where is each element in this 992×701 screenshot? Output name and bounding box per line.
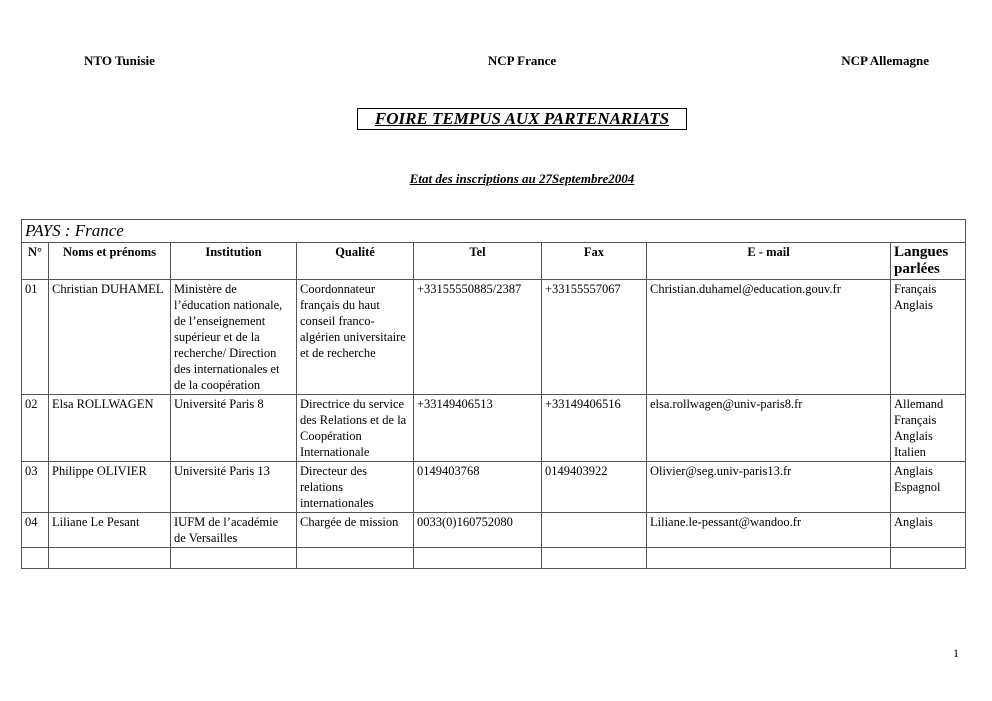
cell-name: Philippe OLIVIER: [49, 462, 171, 513]
cell-num: 01: [22, 280, 49, 395]
cell-email: Christian.duhamel@education.gouv.fr: [647, 280, 891, 395]
langue-item: Français: [894, 282, 937, 296]
cell-email: Olivier@seg.univ-paris13.fr: [647, 462, 891, 513]
col-header-fax: Fax: [542, 243, 647, 280]
cell-qualite: Directrice du service des Relations et de la Coopération Internationale: [297, 395, 414, 462]
cell-langues: [891, 280, 966, 395]
cell-institution: Université Paris 8: [171, 395, 297, 462]
langue-item: Anglais: [894, 298, 933, 312]
table-row: [22, 462, 966, 513]
table-row-empty: [22, 548, 966, 569]
langue-item: Anglais: [894, 464, 933, 478]
page-number: 1: [953, 646, 959, 660]
table-row: [22, 280, 966, 395]
cell-tel: +33149406513: [414, 395, 542, 462]
cell-qualite: Directeur des relations internationales: [297, 462, 414, 513]
cell-langues: [891, 395, 966, 462]
col-header-tel: Tel: [414, 243, 542, 280]
langue-item: Français: [894, 413, 937, 427]
registration-table: [21, 219, 966, 569]
cell-fax: [542, 513, 647, 548]
cell-num: 02: [22, 395, 49, 462]
cell-langues: [891, 462, 966, 513]
langue-item: Anglais: [894, 429, 933, 443]
header-right: NCP Allemagne: [841, 53, 929, 68]
cell-name: Liliane Le Pesant: [49, 513, 171, 548]
langue-item: Anglais: [894, 515, 933, 529]
cell-fax: +33149406516: [542, 395, 647, 462]
cell-tel: 0149403768: [414, 462, 542, 513]
cell-email: elsa.rollwagen@univ-paris8.fr: [647, 395, 891, 462]
col-header-langues: Langues parlées: [891, 243, 966, 280]
col-header-institution: Institution: [171, 243, 297, 280]
cell-qualite: Chargée de mission: [297, 513, 414, 548]
cell-institution: Ministère de l’éducation nationale, de l’enseignement supérieur et de la recherche/ Direction des internationales et de la coopération: [171, 280, 297, 395]
cell-num: 04: [22, 513, 49, 548]
cell-tel: 0033(0)160752080: [414, 513, 542, 548]
langue-item: Italien: [894, 445, 926, 459]
header-center: NCP France: [487, 53, 557, 68]
col-header-name: Noms et prénoms: [49, 243, 171, 280]
page-subtitle: Etat des inscriptions au 27Septembre2004: [409, 171, 635, 186]
col-header-qualite: Qualité: [297, 243, 414, 280]
cell-name: Elsa ROLLWAGEN: [49, 395, 171, 462]
langue-item: Allemand: [894, 397, 944, 411]
langue-item: Espagnol: [894, 480, 941, 494]
col-header-email: E - mail: [647, 243, 891, 280]
table-row: [22, 513, 966, 548]
country-label: PAYS : France: [22, 220, 966, 243]
cell-fax: +33155557067: [542, 280, 647, 395]
table-row: [22, 395, 966, 462]
cell-name: Christian DUHAMEL: [49, 280, 171, 395]
col-header-num: N°: [22, 243, 49, 280]
cell-qualite: Coordonnateur français du haut conseil franco-algérien universitaire et de recherche: [297, 280, 414, 395]
cell-institution: IUFM de l’académie de Versailles: [171, 513, 297, 548]
cell-langues: [891, 513, 966, 548]
cell-num: 03: [22, 462, 49, 513]
cell-institution: Université Paris 13: [171, 462, 297, 513]
table-header-row: [22, 243, 966, 280]
cell-email: Liliane.le-pessant@wandoo.fr: [647, 513, 891, 548]
country-row: [22, 220, 966, 243]
header-left: NTO Tunisie: [84, 53, 155, 68]
page-title: FOIRE TEMPUS AUX PARTENARIATS: [357, 108, 687, 130]
cell-tel: +33155550885/2387: [414, 280, 542, 395]
cell-fax: 0149403922: [542, 462, 647, 513]
